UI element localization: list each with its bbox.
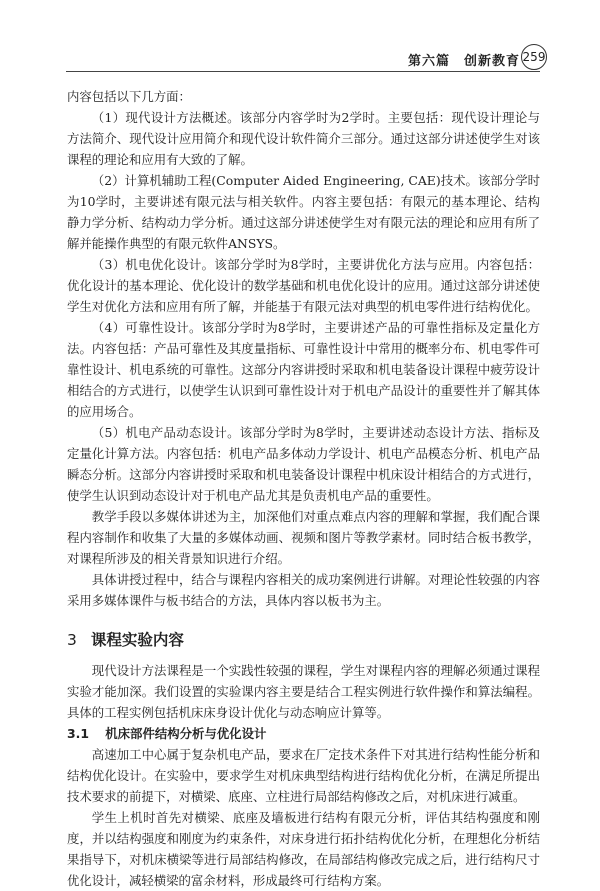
body-paragraph: 具体讲授过程中，结合与课程内容相关的成功案例进行讲解。对理论性较强的内容采用多媒体课件与板书结合的方法，具体内容以板书为主。 (67, 572, 540, 608)
section-title: 课程实验内容 (90, 631, 184, 649)
body-paragraph: （4）可靠性设计。该部分学时为8学时，主要讲述产品的可靠性指标及定量化方法。内容包括：产品可靠性及其度量指标、可靠性设计中常用的概率分布、机电零件可靠性设计、机电系统的可靠性。这部分内容讲授时采取和机电装备设计课程中疲劳设计相结合的方式进行，以使学生认识到可靠性设计对于机电产品设计的重要性并了解其体的应用场合。 (67, 320, 540, 419)
header-rule (66, 71, 540, 72)
body-paragraph: （2）计算机辅助工程(Computer Aided Engineering, CAE)技术。该部分学时为10学时，主要讲述有限元法与相关软件。内容主要包括：有限元的基本理论、结构静力学分析、结构动力学分析。通过这部分讲述使学生对有限元法的理论和应用有所了解并能操作典型的有限元软件ANSYS。 (67, 173, 540, 251)
body-paragraph: 教学手段以多媒体讲述为主，加深他们对重点难点内容的理解和掌握，我们配合课程内容制作和收集了大量的多媒体动画、视频和图片等教学素材。同时结合板书教学，对课程所涉及的相关背景知识进行介绍。 (67, 509, 540, 566)
subsection-heading (67, 723, 540, 744)
section-number: 3 (67, 631, 77, 649)
body-paragraph: 内容包括以下几方面： (67, 89, 191, 104)
body-paragraph: 学生上机时首先对横梁、底座及墙板进行结构有限元分析，评估其结构强度和刚度，并以结构强度和刚度为约束条件，对床身进行拓扑结构优化分析，在理想化分析结果指导下，对机床横梁等进行局部结构修改，在局部结构修改完成之后，进行结构尺寸优化设计，减轻横梁的富余材料，形成最终可行结构方案。 (67, 810, 540, 888)
subsection-title: 机床部件结构分析与优化设计 (105, 726, 267, 741)
page-number: 259 (521, 44, 547, 70)
running-header: 第六篇 创新教育 (407, 54, 520, 69)
page-header (0, 0, 600, 70)
page-body (67, 86, 540, 891)
subsection-number: 3.1 (67, 726, 89, 741)
section-heading (67, 628, 540, 650)
body-paragraph: （5）机电产品动态设计。该部分学时为8学时，主要讲述动态设计方法、指标及定量化计算方法。内容包括：机电产品多体动力学设计、机电产品模态分析、机电产品瞬态分析。这部分内容讲授时采取和机电装备设计课程中机床设计相结合的方式进行，使学生认识到动态设计对于机电产品尤其是负责机电产品的重要性。 (67, 425, 540, 503)
body-paragraph: 现代设计方法课程是一个实践性较强的课程，学生对课程内容的理解必须通过课程实验才能加深。我们设置的实验课内容主要是结合工程实例进行软件操作和算法编程。具体的工程实例包括机床床身设计优化与动态响应计算等。 (67, 663, 540, 720)
body-paragraph: 高速加工中心属于复杂机电产品，要求在厂定技术条件下对其进行结构性能分析和结构优化设计。在实验中，要求学生对机床典型结构进行结构优化分析，在满足所提出技术要求的前提下，对横梁、底座、立柱进行局部结构修改之后，对机床进行减重。 (67, 747, 540, 804)
body-paragraph: （1）现代设计方法概述。该部分内容学时为2学时。主要包括：现代设计理论与方法简介、现代设计应用简介和现代设计软件简介三部分。通过这部分讲述使学生对该课程的理论和应用有大致的了解。 (67, 110, 540, 167)
body-paragraph: （3）机电优化设计。该部分学时为8学时，主要讲优化方法与应用。内容包括：优化设计的基本理论、优化设计的数学基础和机电优化设计的应用。通过这部分讲述使学生对优化方法和应用有所了解，并能基于有限元法对典型的机电零件进行结构优化。 (67, 257, 540, 314)
